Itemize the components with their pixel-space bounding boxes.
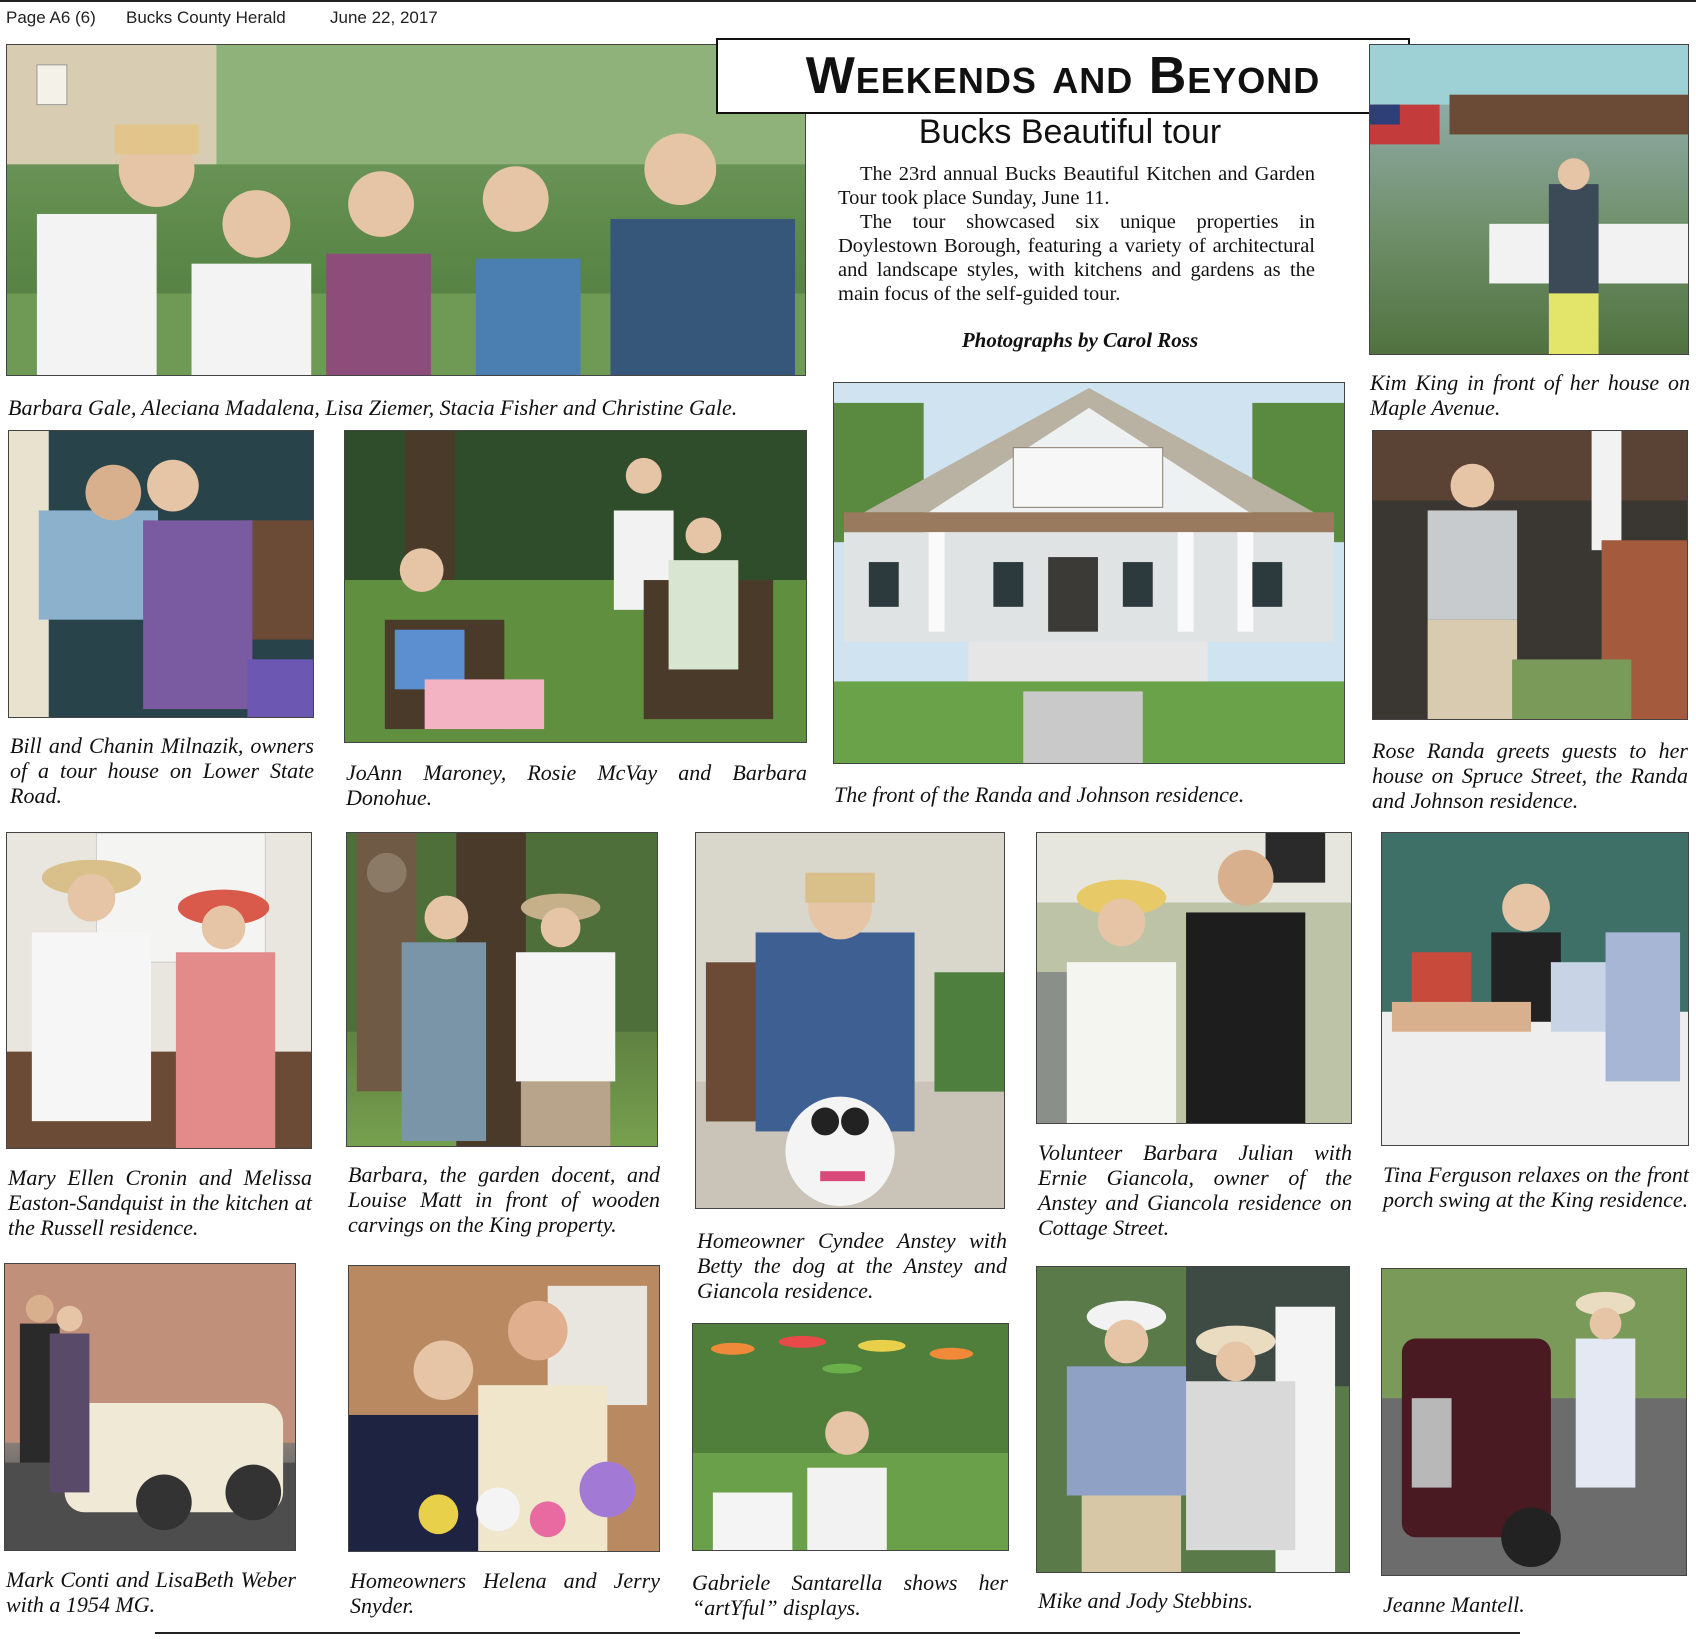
photo-rose-randa [1372, 430, 1688, 720]
caption-barbara-julian-and-ernie-giancola: Volunteer Barbara Julian with Ernie Giancola, owner of the Anstey and Giancola residence on Cottage Street. [1038, 1140, 1352, 1240]
photo-tina-ferguson [1381, 832, 1689, 1146]
photo-mike-and-jody-stebbins [1036, 1266, 1350, 1573]
top-rule [0, 0, 1696, 2]
caption-joann-rosie-barbara: JoAnn Maroney, Rosie McVay and Barbara Donohue. [346, 760, 807, 810]
photo-credit: Photographs by Carol Ross [961, 328, 1199, 352]
intro-paragraph-2: The tour showcased six unique properties in Doylestown Borough, featuring a variety of architectural and landscape styles, with kitchens and gardens as the main focus of the self-guided tour. [838, 211, 1315, 305]
caption-cyndee-anstey-with-betty: Homeowner Cyndee Anstey with Betty the dog at the Anstey and Giancola residence. [697, 1228, 1007, 1303]
photo-group-of-five-women [6, 44, 806, 376]
caption-randa-johnson-residence: The front of the Randa and Johnson residence. [834, 782, 1245, 807]
intro-paragraph-1: The 23rd annual Bucks Beautiful Kitchen and Garden Tour took place Sunday, June 11. [838, 163, 1315, 209]
photo-barbara-and-louise-matt [346, 832, 658, 1147]
photo-cyndee-anstey-with-betty [695, 832, 1005, 1209]
photo-barbara-julian-and-ernie-giancola [1036, 832, 1352, 1124]
newspaper-name: Bucks County Herald [126, 8, 286, 27]
page-number: Page A6 (6) [6, 8, 96, 27]
issue-date: June 22, 2017 [330, 8, 438, 27]
caption-jeanne-mantell: Jeanne Mantell. [1383, 1592, 1525, 1617]
photo-helena-and-jerry-snyder [348, 1265, 660, 1552]
bottom-rule [155, 1632, 1520, 1634]
photo-randa-johnson-residence [833, 382, 1345, 764]
photo-jeanne-mantell [1381, 1268, 1687, 1576]
photo-gabriele-santarella [692, 1323, 1009, 1551]
article-intro [838, 162, 1315, 306]
caption-group-of-five-women: Barbara Gale, Aleciana Madalena, Lisa Ziemer, Stacia Fisher and Christine Gale. [8, 395, 738, 420]
photo-joann-rosie-barbara [344, 430, 807, 743]
caption-kim-king: Kim King in front of her house on Maple Avenue. [1370, 370, 1690, 420]
article-subhead: Bucks Beautiful tour [918, 113, 1222, 151]
caption-gabriele-santarella: Gabriele Santarella shows her “artYful” displays. [692, 1570, 1008, 1620]
caption-mark-conti-and-lisabeth-weber: Mark Conti and LisaBeth Weber with a 1954 MG. [6, 1567, 296, 1617]
photo-mark-conti-and-lisabeth-weber [4, 1263, 296, 1551]
caption-mike-and-jody-stebbins: Mike and Jody Stebbins. [1038, 1588, 1254, 1613]
caption-helena-and-jerry-snyder: Homeowners Helena and Jerry Snyder. [350, 1568, 660, 1618]
caption-bill-and-chanin-milnazik: Bill and Chanin Milnazik, owners of a tour house on Lower State Road. [10, 733, 314, 808]
caption-mary-ellen-and-melissa: Mary Ellen Cronin and Melissa Easton-Sandquist in the kitchen at the Russell residence. [8, 1165, 312, 1240]
photo-mary-ellen-and-melissa [6, 832, 312, 1149]
photo-kim-king [1369, 44, 1689, 355]
section-headline: Weekends and Beyond [716, 38, 1410, 114]
caption-rose-randa: Rose Randa greets guests to her house on Spruce Street, the Randa and Johnson residence. [1372, 738, 1688, 813]
photo-bill-and-chanin-milnazik [8, 430, 314, 718]
caption-barbara-and-louise-matt: Barbara, the garden docent, and Louise Matt in front of wooden carvings on the King property. [348, 1162, 660, 1237]
caption-tina-ferguson: Tina Ferguson relaxes on the front porch swing at the King residence. [1383, 1162, 1689, 1212]
